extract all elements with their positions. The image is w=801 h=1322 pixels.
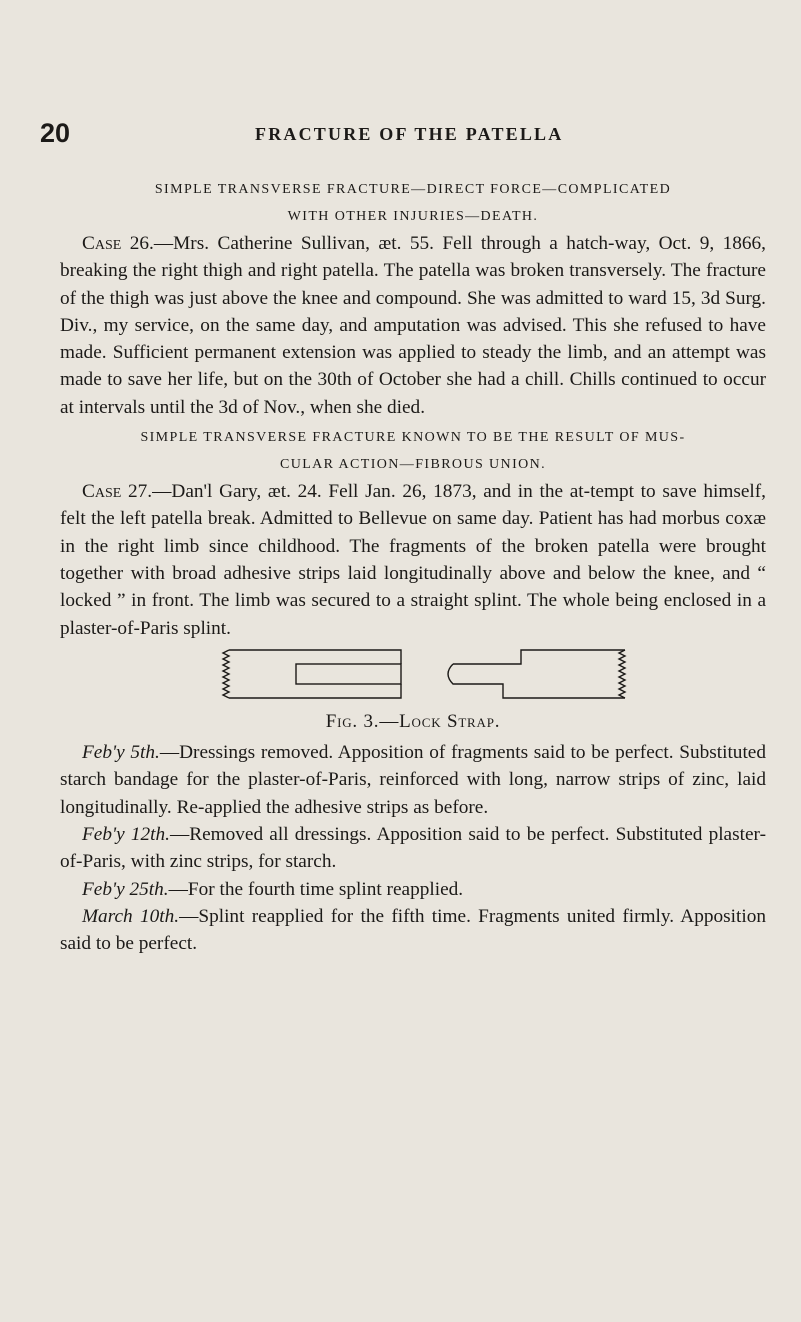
left-strap-bottom — [229, 684, 401, 698]
caption-title: —Lock Strap. — [379, 710, 501, 732]
right-strap-lock — [448, 664, 625, 698]
running-title: FRACTURE OF THE PATELLA — [255, 124, 564, 144]
entry-text: —Removed all dressings. Apposition said to be perfect. Substituted plaster-of-Paris, with zinc strips, for starch. — [60, 824, 766, 873]
entry-march-10 — [60, 903, 766, 958]
figure-caption — [60, 708, 766, 735]
entry-text: —For the fourth time splint reapplied. — [168, 878, 464, 900]
case-27-paragraph — [60, 478, 766, 642]
case-label: Case 26. — [82, 233, 154, 254]
entry-date: Feb'y 25th. — [82, 878, 169, 900]
heading-line: CULAR ACTION—FIBROUS UNION. — [279, 457, 547, 473]
torn-edge-right — [619, 650, 625, 698]
heading-line: WITH OTHER INJURIES—DEATH. — [287, 209, 539, 224]
page-body — [60, 176, 766, 958]
section-heading-2 — [60, 424, 766, 478]
right-strap-top — [453, 650, 625, 664]
case-text: —Mrs. Catherine Sullivan, æt. 55. Fell through a hatch-way, Oct. 9, 1866, breaking the right thigh and right patella. The patella was broken transversely. The fracture of the thigh was just above the knee and compound. She was admitted to ward 15, 3d Surg. Div., my service, on the same day, and amputation was advised. This she refused to have made. Sufficient permanent extension was applied to steady the limb, and an attempt was made to save her life, but on the 30th of October she had a chill. Chills continued to occur at intervals until the 3d of Nov., when she died. — [60, 233, 766, 418]
case-label: Case 27. — [82, 481, 153, 503]
entry-feb-12 — [60, 821, 766, 876]
page-number: 20 — [40, 118, 71, 148]
entry-feb-5 — [60, 739, 766, 821]
left-strap-slot — [296, 664, 401, 684]
lock-strap-figure — [60, 642, 766, 708]
caption-prefix: Fig. 3. — [325, 710, 380, 732]
entry-text: —Dressings removed. Apposition of fragments said to be perfect. Substituted starch bandage for the plaster-of-Paris, reinforced with long, narrow strips of zinc, laid longitudinally. Re-applied the adhesive strips as before. — [60, 742, 766, 818]
entry-feb-25 — [60, 876, 766, 903]
entry-date: Feb'y 12th. — [82, 824, 170, 846]
heading-line: SIMPLE TRANSVERSE FRACTURE KNOWN TO BE THE RESULT OF MUS- — [140, 430, 686, 446]
heading-line: SIMPLE TRANSVERSE FRACTURE—DIRECT FORCE—COMPLICATED — [154, 182, 672, 197]
case-26-paragraph — [60, 230, 766, 421]
entry-text: —Splint reapplied for the fifth time. Fragments united firmly. Apposition said to be perfect. — [60, 905, 766, 955]
section-heading-1 — [60, 176, 766, 230]
lock-strap-diagram — [221, 644, 631, 704]
case-text: —Dan'l Gary, æt. 24. Fell Jan. 26, 1873, and in the at-tempt to save himself, felt the left patella break. Admitted to Bellevue on same day. Patient has had morbus coxæ in the right limb since childhood. The fragments of the broken patella were brought together with broad adhesive strips laid longitudinally above and below the knee, and “ locked ” in front. The limb was secured to a straight splint. The whole being enclosed in a plaster-of-Paris splint. — [60, 481, 766, 639]
torn-edge-left — [223, 650, 229, 698]
page-header — [40, 118, 740, 158]
entry-date: Feb'y 5th. — [82, 742, 160, 764]
entry-date: March 10th. — [82, 905, 180, 927]
left-strap-top — [229, 650, 401, 664]
